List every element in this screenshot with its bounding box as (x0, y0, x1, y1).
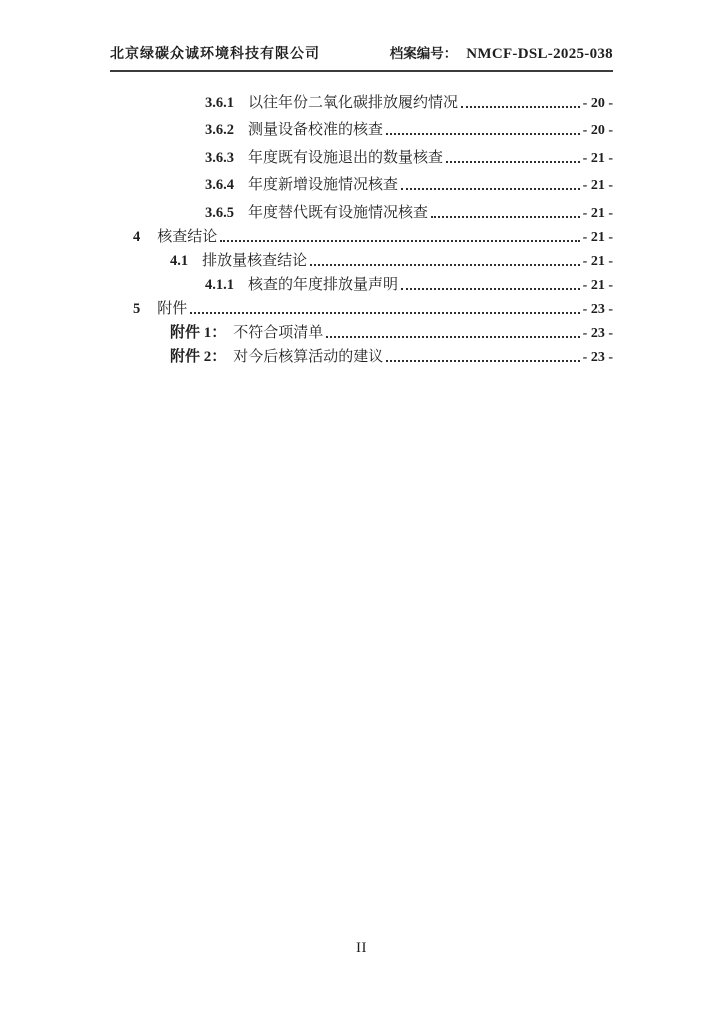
toc-entry[interactable] (110, 296, 613, 320)
toc-entry-title: 年度既有设施退出的数量核查 (248, 149, 444, 166)
toc-page-number: - 21 - (582, 253, 613, 269)
toc-leader-dots (190, 312, 579, 314)
toc-leader-dots (386, 360, 579, 362)
toc-page-number: - 23 - (582, 301, 613, 317)
toc-entry-number: 附件 1： (170, 324, 227, 341)
toc-entry-number: 4.1.1 (205, 276, 234, 293)
toc-entry-title: 附件 (157, 300, 188, 317)
toc-leader-dots (310, 264, 580, 266)
toc-page-number: - 21 - (582, 277, 613, 293)
toc-entry-title: 对今后核算活动的建议 (233, 348, 384, 365)
toc-entry-number: 3.6.4 (205, 177, 234, 193)
toc-page-number: - 23 - (582, 325, 613, 341)
toc-entry[interactable] (110, 272, 613, 296)
toc-entry-title: 排放量核查结论 (202, 252, 308, 269)
page-header (110, 42, 613, 72)
toc-leader-dots (446, 161, 580, 163)
toc-entry-title: 核查结论 (157, 228, 218, 245)
toc-entry[interactable] (110, 344, 613, 368)
toc-leader-dots (326, 336, 579, 338)
toc-page-number: - 21 - (582, 229, 613, 245)
toc-entry-number: 3.6.5 (205, 204, 234, 221)
toc-leader-dots (431, 216, 580, 218)
toc-page-number: - 23 - (582, 349, 613, 365)
toc-entry-number: 4.1 (170, 252, 189, 269)
toc-entry-title: 测量设备校准的核查 (248, 122, 384, 138)
toc-leader-dots (461, 106, 580, 108)
toc-entry[interactable] (110, 114, 613, 142)
toc-entry[interactable] (110, 141, 613, 169)
toc-entry[interactable] (110, 169, 613, 197)
toc-entry-number: 附件 2： (170, 348, 227, 365)
toc-entry-title: 核查的年度排放量声明 (248, 276, 399, 293)
toc-page-number: - 20 - (582, 123, 613, 138)
toc-entry-title: 年度新增设施情况核查 (248, 177, 399, 193)
toc-entry-title: 不符合项清单 (233, 324, 324, 341)
toc-entry-number: 4 (133, 228, 141, 245)
toc-entry[interactable] (110, 320, 613, 344)
toc-entry[interactable] (110, 86, 613, 114)
toc-entry-number: 5 (133, 300, 141, 317)
toc-entry-title: 年度替代既有设施情况核查 (248, 204, 429, 221)
toc-entry[interactable] (110, 224, 613, 248)
company-name: 北京绿碳众诚环境科技有限公司 (110, 47, 320, 62)
doc-number-label: 档案编号： (389, 46, 458, 61)
toc-entry-title: 以往年份二氧化碳排放履约情况 (248, 94, 459, 111)
toc-page-number: - 20 - (582, 95, 613, 111)
footer-page-number: II (356, 940, 367, 956)
toc-entry-number: 3.6.1 (205, 94, 234, 111)
toc-page-number: - 21 - (582, 205, 613, 221)
toc-entry[interactable] (110, 196, 613, 224)
toc-entry[interactable] (110, 248, 613, 272)
toc-entry-number: 3.6.2 (205, 122, 234, 138)
toc-leader-dots (386, 133, 580, 135)
doc-number-value: NMCF-DSL-2025-038 (466, 46, 613, 62)
toc-page-number: - 21 - (582, 150, 613, 166)
doc-number (390, 42, 613, 63)
toc-leader-dots (401, 188, 580, 190)
toc-list (110, 86, 613, 368)
toc-entry-number: 3.6.3 (205, 149, 234, 166)
toc-page-number: - 21 - (582, 178, 613, 193)
toc-leader-dots (401, 288, 580, 290)
toc-leader-dots (220, 240, 579, 242)
